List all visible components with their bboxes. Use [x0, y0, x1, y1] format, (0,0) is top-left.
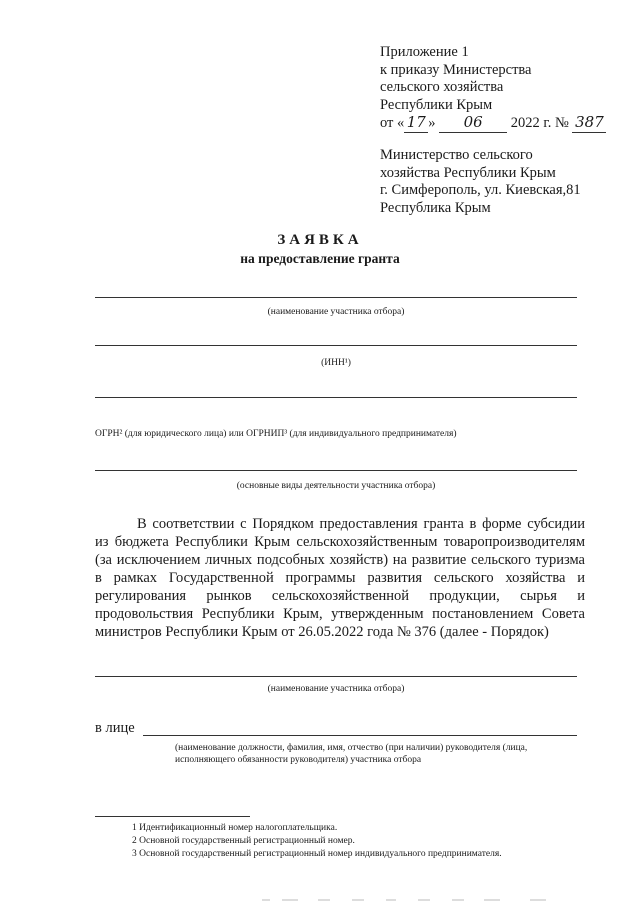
- inn-line[interactable]: [95, 345, 577, 346]
- appendix-line-1: Приложение 1: [380, 44, 469, 60]
- participant-name-line[interactable]: [95, 297, 577, 298]
- footnote-divider: [95, 816, 250, 817]
- addressee-block: [380, 147, 581, 217]
- footnotes: [132, 822, 502, 861]
- addressee-line-1: Министерство сельского: [380, 147, 533, 163]
- activities-line[interactable]: [95, 470, 577, 471]
- appendix-date-line: от « 17 » 06 2022 г. № 387: [380, 114, 606, 133]
- footnote-1: 1 Идентификационный номер налогоплательщика.: [132, 823, 338, 833]
- participant-name-caption-2: (наименование участника отбора): [267, 684, 405, 694]
- head-caption: (наименование должности, фамилия, имя, отчество (при наличии) руководителя (лица, исполняющего обязанности руководителя) участника отбора: [175, 743, 528, 765]
- document-subtitle: на предоставление гранта: [240, 251, 400, 266]
- addressee-line-2: хозяйства Республики Крым: [380, 164, 556, 181]
- appendix-line-2: к приказу Министерства: [380, 61, 532, 78]
- footnote-2: 2 Основной государственный регистрационный номер.: [132, 836, 355, 846]
- addressee-line-3: г. Симферополь, ул. Киевская,81: [380, 182, 581, 198]
- ogrn-line[interactable]: [95, 397, 577, 398]
- activities-caption: (основные виды деятельности участника отбора): [236, 481, 436, 491]
- ogrn-caption: ОГРН² (для юридического лица) или ОГРНИП³ (для индивидуального предпринимателя): [95, 429, 457, 439]
- inn-caption: (ИНН¹): [321, 358, 351, 368]
- date-day: 17: [404, 114, 428, 133]
- document-title: ЗАЯВКА: [277, 232, 363, 248]
- head-line[interactable]: [143, 735, 577, 736]
- appendix-line-4: Республики Крым: [380, 96, 493, 113]
- addressee-line-4: Республика Крым: [380, 199, 491, 216]
- appendix-header: [380, 44, 606, 133]
- appendix-line-3: сельского хозяйства: [380, 79, 504, 95]
- participant-name-line-2[interactable]: [95, 676, 577, 677]
- footnote-3: 3 Основной государственный регистрационный номер индивидуального предпринимателя.: [132, 849, 502, 859]
- scan-edge-marks: [0, 896, 640, 904]
- in-person-label: в лице: [95, 720, 135, 736]
- participant-name-caption: (наименование участника отбора): [267, 307, 405, 317]
- order-number: 387: [572, 114, 606, 133]
- body-paragraph: В соответствии с Порядком предоставления гранта в форме субсидии из бюджета Республики Крым сельскохозяйственным товаропроизводителям (за исключением личных подсобных хозяйств) на развитие сельского туризма в рамках Государственной программы развития сельского хозяйства и регулирования рынков сельскохозяйственной продукции, сырья и продовольствия Республики Крым, утвержденным постановлением Совета министров Республики Крым от 26.05.2022 года № 376 (далее - Порядок): [95, 516, 585, 640]
- date-month: 06: [439, 114, 507, 133]
